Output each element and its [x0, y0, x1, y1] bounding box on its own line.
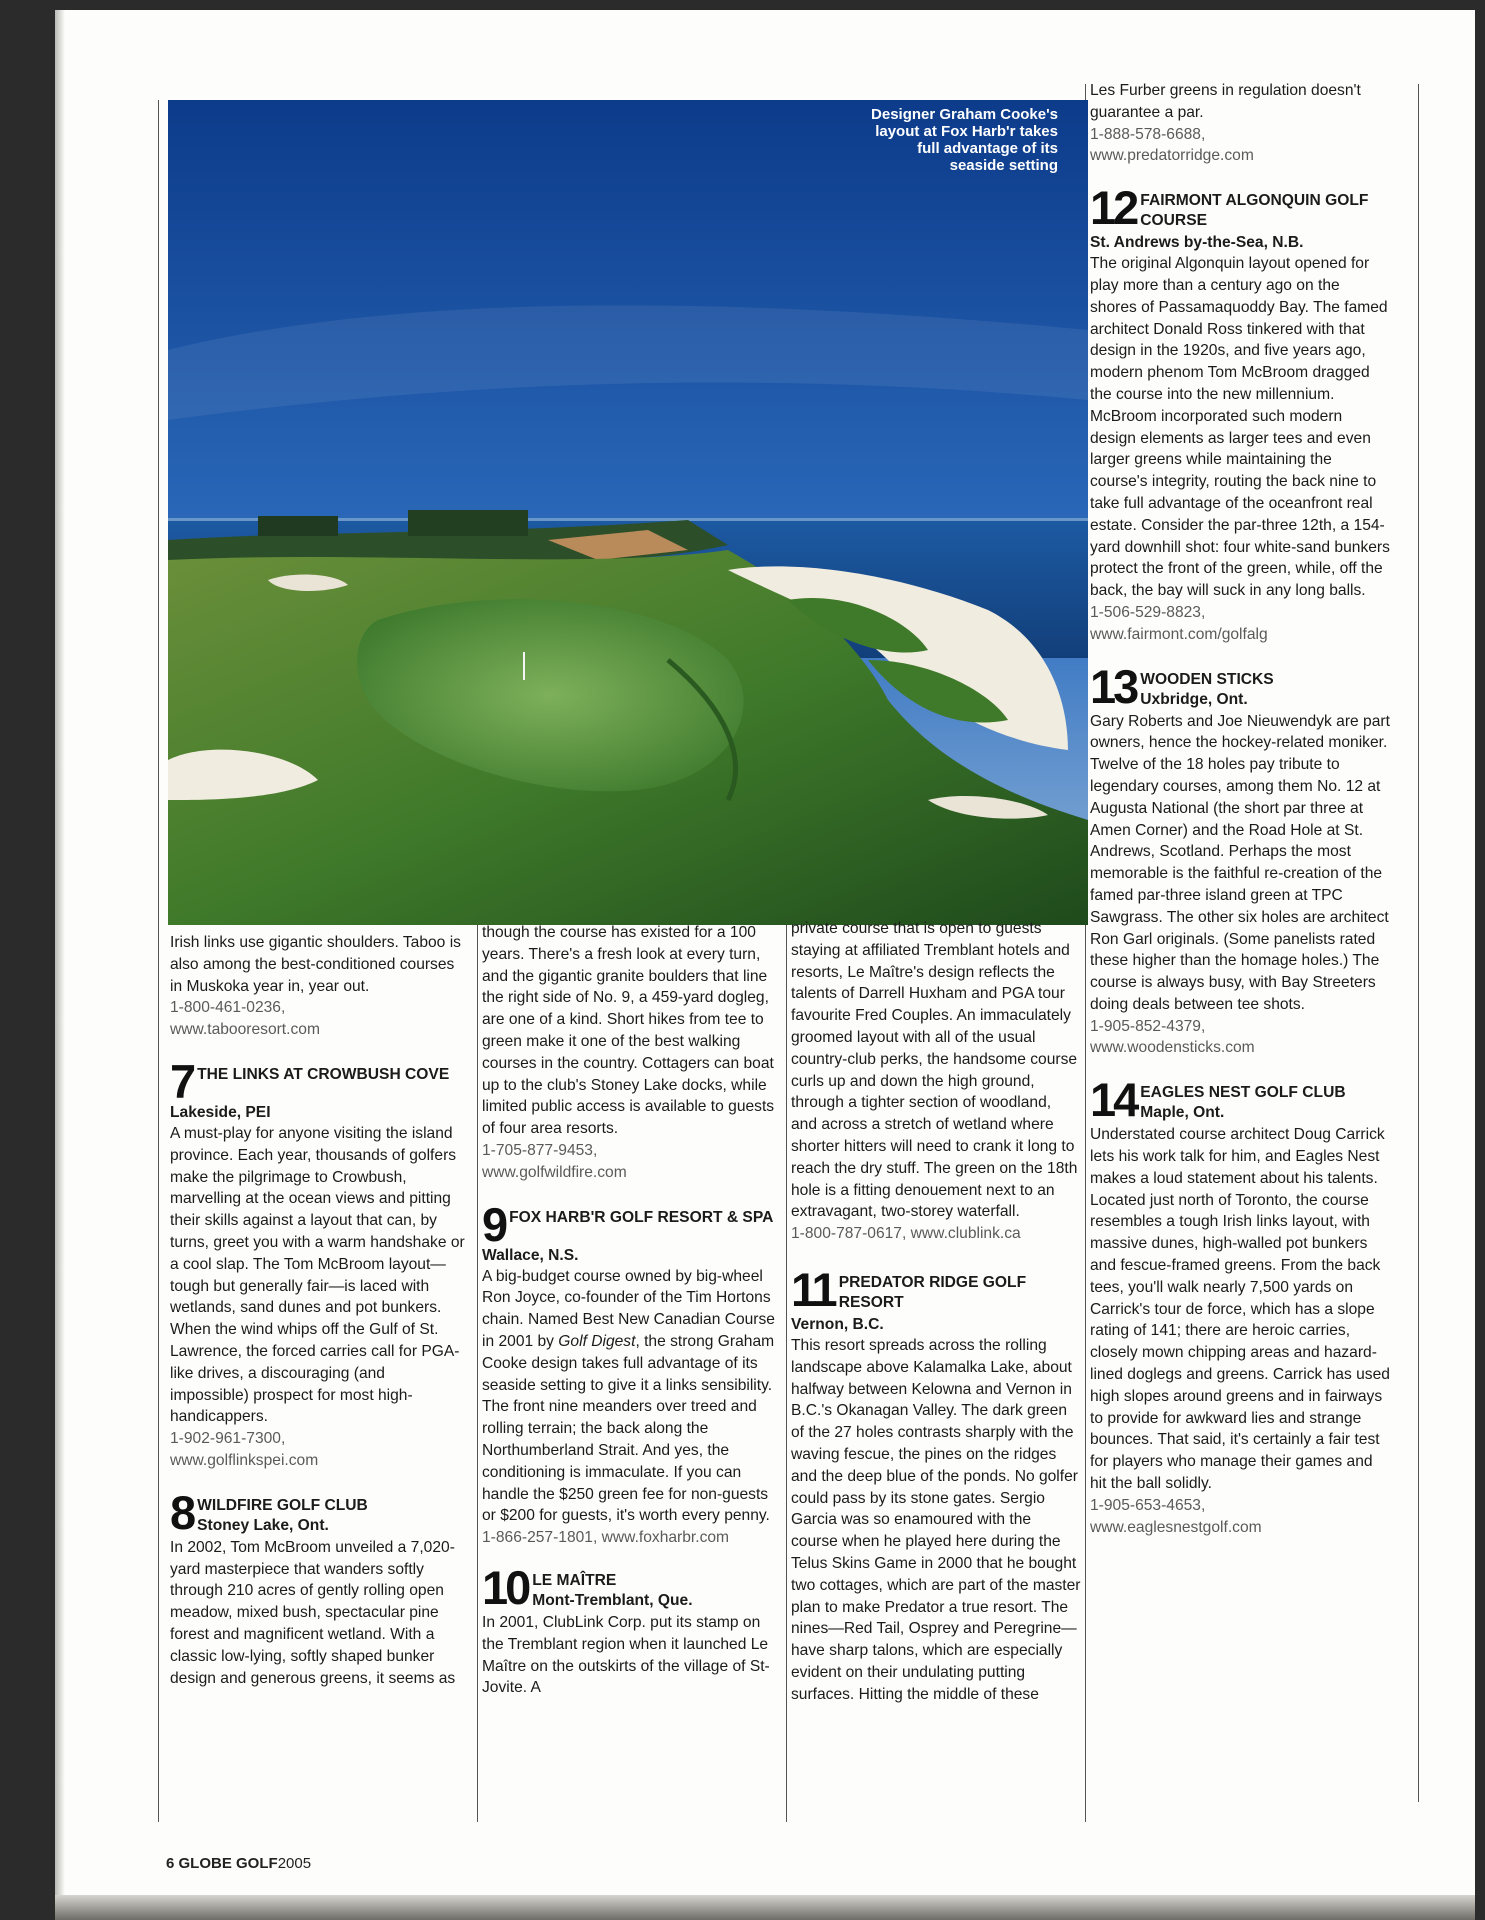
- entry-header: [482, 1197, 778, 1251]
- course-name: EAGLES NEST GOLF CLUB: [1140, 1084, 1346, 1102]
- course-description: In 2002, Tom McBroom unveiled a 7,020-yard masterpiece that wanders softly through 210 acres of gently rolling open meadow, mixed bush, spectacular pine forest and magnificent wetland. With a classic low-lying, softly shaped bunker design and generous greens, it seems as: [170, 1538, 456, 1687]
- description-part: A big-budget course owned by big-wheel Ron Joyce, co-founder of the Tim Hortons chain. Named Best New Canadian Course in 2001 by: [482, 1267, 775, 1350]
- page-number: 6: [166, 1855, 175, 1872]
- continuation-text: Irish links use gigantic shoulders. Taboo is also among the best-conditioned courses in Muskoka year in, year out.: [170, 934, 461, 995]
- column-rule: [1418, 84, 1419, 1802]
- course-description: A must-play for anyone visiting the island province. Each year, thousands of golfers make the pilgrimage to Crowbush, marvelling at the ocean views and pitting their skills against a layout that can, by turns, greet you with a warm handshake or a cool slap. The Tom McBroom layout—tough but generally fair—is laced with wetlands, sand dunes and pot bunkers. When the wind whips off the Gulf of St. Lawrence, the forced carries call for PGA-like drives, a discouraging (and impossible) prospect for most high-handicappers.: [170, 1124, 465, 1426]
- phone-number: 1-905-852-4379,: [1090, 1017, 1206, 1035]
- article-column-1: [170, 932, 468, 1689]
- page-bottom-edge: [55, 1895, 1475, 1920]
- column-rule: [477, 925, 478, 1822]
- rank-number: 11: [791, 1262, 835, 1316]
- article-column-3: [791, 918, 1081, 1706]
- photo-caption: Designer Graham Cooke's layout at Fox Harb'r takes full advantage of its seaside setting: [871, 106, 1058, 174]
- rank-number: 14: [1090, 1073, 1137, 1127]
- course-description: [482, 1266, 778, 1528]
- column-rule: [786, 925, 787, 1822]
- course-description: Gary Roberts and Joe Nieuwendyk are part owners, hence the hockey-related moniker. Twelve of the 18 holes pay tribute to legendary courses, among them No. 12 at Augusta National (the short par three at Amen Corner) and the Road Hole at St. Andrews, Scotland. Perhaps the most memorable is the faithful re-creation of the famed par-three island green at TPC Sawgrass. The other six holes are architect Ron Garl originals. (Some panelists rated these higher than the homage holes.) The course is always busy, with Bay Streeters doing deals between tee shots.: [1090, 712, 1390, 1013]
- course-entry-7: [170, 1054, 468, 1472]
- course-name: FAIRMONT ALGONQUIN GOLF COURSE: [1140, 192, 1369, 230]
- course-name: THE LINKS AT CROWBUSH COVE: [197, 1065, 450, 1083]
- entry-header: [482, 1560, 778, 1614]
- entry-header: [170, 1054, 468, 1108]
- course-description: This resort spreads across the rolling landscape above Kalamalka Lake, about halfway between Kelowna and Vernon in B.C.'s Okanagan Valley. The dark green of the 27 holes contrasts sharply with the waving fescue, the pines on the ridges and the deep blue of the ponds. No golfer could pass by its stone gates. Sergio Garcia was so enamoured with the course when he played here during the Telus Skins Game in 2000 that he bought two cottages, which are part of the master plan to make Predator a true resort. The nines—Red Tail, Osprey and Peregrine—have sharp talons, which are especially evident on their undulating putting surfaces. Hitting the middle of these: [791, 1336, 1081, 1703]
- rank-number: 7: [170, 1054, 194, 1108]
- rank-number: 13: [1090, 659, 1137, 713]
- column-rule: [158, 100, 159, 1822]
- course-description: Understated course architect Doug Carrick lets his work talk for him, and Eagles Nest makes a loud statement about his talents. Located just north of Toronto, the course resembles a tough Irish links layout, with massive dunes, high-walled pot bunkers and fescue-framed greens. From the back tees, you'll walk nearly 7,500 yards on Carrick's tour de force, which has a slope rating of 141; there are heroic carries, closely mown chipping areas and hazard-lined doglegs and greens. Carrick has used high slopes around greens and in fairways to provide for awkward lies and strange bounces. That said, it's certainly a fair test for players who manage their games and hit the ball solidly.: [1090, 1126, 1390, 1493]
- course-location: Lakeside, PEI: [170, 1103, 271, 1121]
- course-entry-12: [1090, 181, 1390, 645]
- article-column-2: [482, 922, 778, 1699]
- course-entry-13: [1090, 659, 1390, 1060]
- website-link[interactable]: www.golfwildfire.com: [482, 1163, 627, 1181]
- rank-number: 12: [1090, 181, 1137, 235]
- course-name: WILDFIRE GOLF CLUB: [197, 1496, 368, 1514]
- course-entry-10: [482, 1560, 778, 1699]
- page-gutter-shadow: [55, 10, 65, 1905]
- website-link[interactable]: www.tabooresort.com: [170, 1021, 320, 1039]
- phone-number: 1-800-461-0236,: [170, 999, 286, 1017]
- website-link[interactable]: www.fairmont.com/golfalg: [1090, 625, 1268, 643]
- continuation-text: private course that is open to guests staying at affiliated Tremblant hotels and resorts, Le Maître's design reflects the talents of Darrell Huxham and PGA tour favourite Fred Couples. An immaculately groomed layout with all of the usual country-club perks, the handsome course curls up and down the high ground, through a tighter section of woodland, and across a stretch of wetland where shorter hitters will need to crank it long to reach the dry stuff. The green on the 18th hole is a fitting denouement next to an extravagant, two-storey waterfall.: [791, 920, 1078, 1221]
- website-link[interactable]: www.eaglesnestgolf.com: [1090, 1518, 1262, 1536]
- phone-number: 1-902-961-7300,: [170, 1430, 286, 1448]
- issue-year: 2005: [277, 1855, 312, 1872]
- course-location: Mont-Tremblant, Que.: [532, 1591, 693, 1609]
- publication-title: Golf Digest: [558, 1332, 636, 1350]
- course-name-and-location: [532, 1569, 692, 1611]
- course-location: Stoney Lake, Ont.: [197, 1516, 329, 1534]
- phone-number: 1-506-529-8823,: [1090, 603, 1206, 621]
- course-location: Vernon, B.C.: [791, 1315, 884, 1333]
- phone-number: 1-905-653-4653,: [1090, 1496, 1206, 1514]
- rank-number: 9: [482, 1197, 506, 1251]
- course-entry-11: [791, 1262, 1081, 1706]
- entry-header: [791, 1262, 1081, 1316]
- course-name: LE MAÎTRE: [532, 1571, 617, 1589]
- continuation-text: though the course has existed for a 100 years. There's a fresh look at every turn, and the gigantic granite boulders that line the right side of No. 9, a 459-yard dogleg, are one of a kind. Short hikes from tee to green make it one of the best walking courses in the country. Cottagers can boat up to the club's Stoney Lake docks, while limited public access is available to guests of four area resorts.: [482, 924, 775, 1138]
- website-link[interactable]: www.woodensticks.com: [1090, 1039, 1255, 1057]
- rank-number: 8: [170, 1485, 194, 1539]
- course-entry-9: [482, 1197, 778, 1549]
- course-name-and-location: [1140, 1081, 1345, 1123]
- course-description: The original Algonquin layout opened for play more than a century ago on the shores of Passamaquoddy Bay. The famed architect Donald Ross tinkered with that design in the 1920s, and five years ago, modern phenom Tom McBroom dragged the course into the new millennium. McBroom incorporated such modern design elements as larger tees and even larger greens while maintaining the course's integrity, routing the back nine to take full advantage of the oceanfront real estate. Consider the par-three 12th, a 154-yard downhill shot: four white-sand bunkers protect the front of the green, while, off the back, the bay will suck in any long balls.: [1090, 255, 1390, 600]
- phone-number: 1-888-578-6688,: [1090, 125, 1206, 143]
- seaside-golf-course-image: [168, 100, 1088, 925]
- course-location: Wallace, N.S.: [482, 1246, 579, 1264]
- continuation-text: Les Furber greens in regulation doesn't guarantee a par.: [1090, 82, 1361, 121]
- golf-course-photo: [168, 100, 1088, 925]
- contact-line: 1-866-257-1801, www.foxharbr.com: [482, 1529, 730, 1547]
- course-name: PREDATOR RIDGE GOLF RESORT: [838, 1273, 1027, 1311]
- course-entry-14: [1090, 1073, 1390, 1538]
- entry-header: [170, 1485, 468, 1539]
- course-location: Maple, Ont.: [1140, 1104, 1225, 1122]
- course-entry-8: [170, 1485, 468, 1690]
- course-description: In 2001, ClubLink Corp. put its stamp on the Tremblant region when it launched Le Maître on the outskirts of the village of St-Jovite. A: [482, 1613, 770, 1697]
- course-name: FOX HARB'R GOLF RESORT & SPA: [509, 1208, 774, 1226]
- description-part: , the strong Graham Cooke design takes full advantage of its seaside setting to give it a links sensibility. The front nine meanders over treed and rolling terrain; the back along the Northumberland Strait. And yes, the conditioning is immaculate. If you can handle the $250 green fee for non-guests or $200 for guests, it's worth every penny.: [482, 1332, 775, 1525]
- entry-header: [1090, 659, 1390, 713]
- course-name: WOODEN STICKS: [1140, 670, 1274, 688]
- course-location: Uxbridge, Ont.: [1140, 690, 1248, 708]
- article-column-4: [1090, 80, 1390, 1538]
- contact-line: 1-800-787-0617, www.clublink.ca: [791, 1225, 1021, 1243]
- rank-number: 10: [482, 1560, 529, 1614]
- course-name-and-location: [197, 1494, 368, 1536]
- page-folio: [166, 1855, 311, 1872]
- magazine-name: GLOBE GOLF: [178, 1855, 278, 1872]
- website-link[interactable]: www.golflinkspei.com: [170, 1451, 319, 1469]
- entry-header: [1090, 181, 1390, 235]
- entry-header: [1090, 1073, 1390, 1127]
- course-location: St. Andrews by-the-Sea, N.B.: [1090, 234, 1304, 252]
- website-link[interactable]: www.predatorridge.com: [1090, 147, 1254, 165]
- course-name-and-location: [1140, 668, 1273, 710]
- phone-number: 1-705-877-9453,: [482, 1141, 598, 1159]
